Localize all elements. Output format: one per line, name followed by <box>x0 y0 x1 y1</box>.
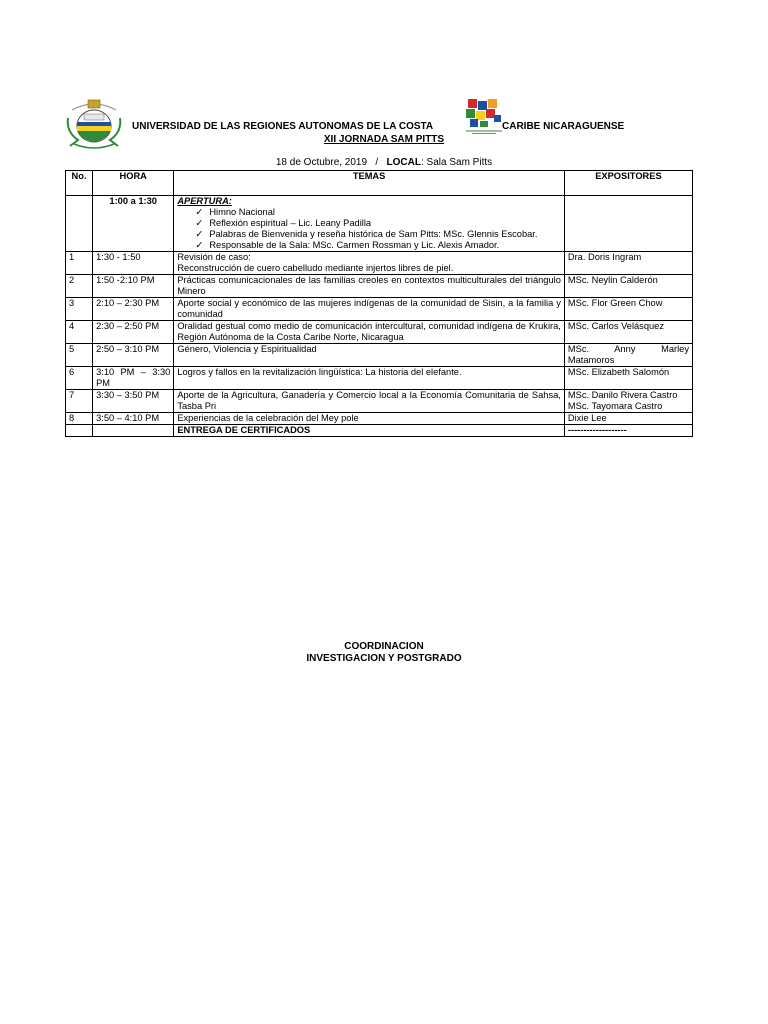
list-item: ✓ Reflexión espiritual – Lic. Leany Padilla <box>195 218 372 228</box>
row-expositor: MSc. Neylin Calderón <box>564 275 692 298</box>
row-no: 8 <box>66 413 93 425</box>
table-row <box>66 390 693 413</box>
row-tema: Logros y fallos en la revitalización lingüística: La historia del elefante. <box>174 367 565 390</box>
row-no: 2 <box>66 275 93 298</box>
university-title-part2: CARIBE NICARAGUENSE <box>502 121 625 132</box>
university-title <box>64 121 704 133</box>
event-date: 18 de Octubre, 2019 <box>275 157 368 168</box>
row-expositor: MSc. Anny Marley Matamoros <box>564 344 692 367</box>
row-hora: 1:30 - 1:50 <box>93 252 174 275</box>
opening-list <box>177 207 561 251</box>
closing-expositor: ------------------- <box>564 425 692 437</box>
header-no: No. <box>66 171 93 196</box>
closing-hora <box>93 425 174 437</box>
table-row <box>66 321 693 344</box>
list-item: ✓ Palabras de Bienvenida y reseña histórica de Sam Pitts: MSc. Glennis Escobar. <box>195 229 538 239</box>
list-item: ✓ Himno Nacional <box>195 207 275 217</box>
row-tema: Experiencias de la celebración del Mey pole <box>174 413 565 425</box>
row-expositor: Dixie Lee <box>564 413 692 425</box>
row-expositor: MSc. Elizabeth Salomón <box>564 367 692 390</box>
header-temas: TEMAS <box>174 171 565 196</box>
row-no: 6 <box>66 367 93 390</box>
opening-expositor <box>564 196 692 252</box>
header-hora: HORA <box>93 171 174 196</box>
row-tema: Aporte de la Agricultura, Ganadería y Comercio local a la Economía Comunitaria de Sahsa, Tasba Pri <box>174 390 565 413</box>
row-no: 1 <box>66 252 93 275</box>
footer-line-2: INVESTIGACION Y POSTGRADO <box>306 653 462 664</box>
date-location-line <box>64 157 704 169</box>
opening-no <box>66 196 93 252</box>
table-row <box>66 275 693 298</box>
row-tema: Revisión de caso: Reconstrucción de cuero cabelludo mediante injertos libres de piel. <box>174 252 565 275</box>
closing-row <box>66 425 693 437</box>
checkmark-icon: ✓ <box>195 240 204 250</box>
row-expositor: MSc. Danilo Rivera Castro MSc. Tayomara Castro <box>564 390 692 413</box>
row-expositor: MSc. Carlos Velásquez <box>564 321 692 344</box>
document-footer <box>64 641 704 665</box>
table-row <box>66 413 693 425</box>
row-tema: Aporte social y económico de las mujeres indígenas de la comunidad de Sisin, a la familia y comunidad <box>174 298 565 321</box>
table-row <box>66 252 693 275</box>
opening-topics <box>174 196 565 252</box>
row-no: 7 <box>66 390 93 413</box>
row-hora: 2:10 – 2:30 PM <box>93 298 174 321</box>
row-expositor: MSc. Flor Green Chow <box>564 298 692 321</box>
opening-row <box>66 196 693 252</box>
table-header-row <box>66 171 693 196</box>
checkmark-icon: ✓ <box>195 218 204 228</box>
row-no: 4 <box>66 321 93 344</box>
table-row <box>66 298 693 321</box>
row-tema: Prácticas comunicacionales de las familias creoles en contextos multiculturales del triángulo Minero <box>174 275 565 298</box>
row-no: 3 <box>66 298 93 321</box>
row-hora: 2:30 – 2:50 PM <box>93 321 174 344</box>
opening-title: APERTURA: <box>177 196 232 206</box>
row-hora: 3:50 – 4:10 PM <box>93 413 174 425</box>
row-no: 5 <box>66 344 93 367</box>
footer-line-1: COORDINACION <box>344 641 424 652</box>
schedule-table <box>65 170 693 437</box>
table-row <box>66 367 693 390</box>
row-tema: Oralidad gestual como medio de comunicación intercultural, comunidad indígena de Krukira, Región Autónoma de la Costa Caribe Norte, Nicaragua <box>174 321 565 344</box>
row-hora: 2:50 – 3:10 PM <box>93 344 174 367</box>
row-hora: 3:10 PM – 3:30 PM <box>93 367 174 390</box>
row-hora: 3:30 – 3:50 PM <box>93 390 174 413</box>
separator: / <box>375 157 379 168</box>
checkmark-icon: ✓ <box>195 207 204 217</box>
header-expositores: EXPOSITORES <box>564 171 692 196</box>
document-header <box>64 121 704 145</box>
event-title: XII JORNADA SAM PITTS <box>323 134 445 145</box>
row-tema: Género, Violencia y Espiritualidad <box>174 344 565 367</box>
list-item: ✓ Responsable de la Sala: MSc. Carmen Rossman y Lic. Alexis Amador. <box>195 240 500 250</box>
checkmark-icon: ✓ <box>195 229 204 239</box>
row-expositor: Dra. Doris Ingram <box>564 252 692 275</box>
opening-time: 1:00 a 1:30 <box>93 196 174 252</box>
row-hora: 1:50 -2:10 PM <box>93 275 174 298</box>
closing-no <box>66 425 93 437</box>
local-label: LOCAL <box>386 157 421 168</box>
local-value: : Sala Sam Pitts <box>420 157 493 168</box>
closing-tema: ENTREGA DE CERTIFICADOS <box>174 425 565 437</box>
table-row <box>66 344 693 367</box>
university-title-part1: UNIVERSIDAD DE LAS REGIONES AUTONOMAS DE LA COSTA <box>132 121 434 132</box>
